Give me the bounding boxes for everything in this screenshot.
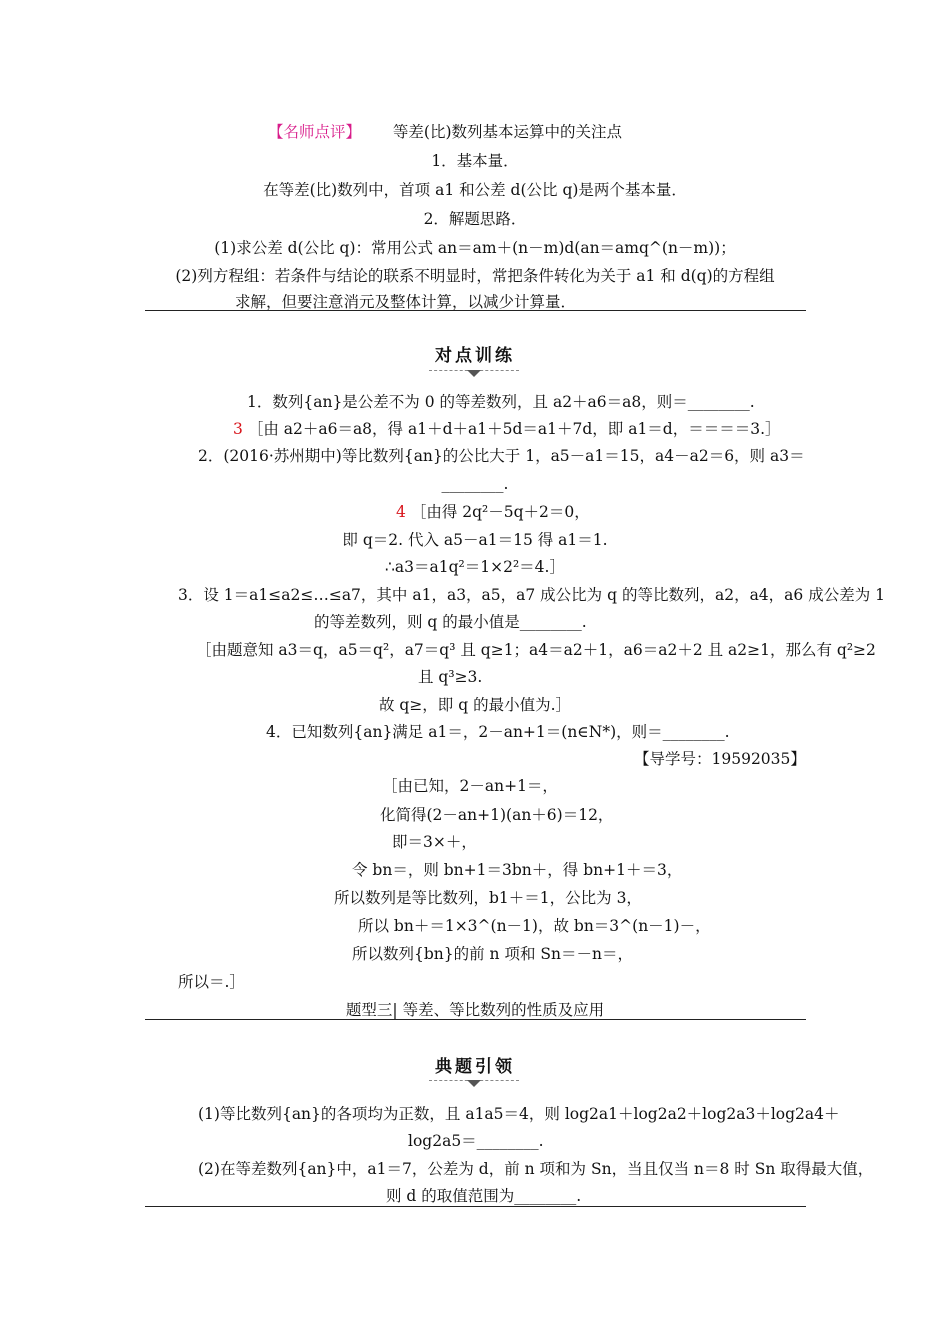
divider [145, 1206, 806, 1207]
answer-4-line-5: 所以数列是等比数列，b1＋＝1，公比为 3， [334, 889, 642, 907]
exercise-3: 3．设 1＝a1≤a2≤…≤a7，其中 a1，a3，a5，a7 成公比为 q 的等比数列，a2，a4，a6 成公差为 1 [178, 586, 885, 604]
example-problem-2-cont: 则 d 的取值范围为________. [386, 1187, 582, 1205]
triangle-down-icon [467, 1080, 481, 1087]
answer-3-line-3: 故 q≥，即 q 的最小值为.］ [378, 696, 572, 714]
answer-4-line-1: ［由已知，2－an+1＝， [382, 777, 558, 795]
exercise-1: 1．数列{an}是公差不为 0 的等差数列，且 a2＋a6＝a8，则＝________. [247, 393, 755, 411]
training-heading: 对点训练 [435, 346, 515, 366]
method-heading: 2．解题思路． [423, 210, 527, 228]
exercise-4: 4．已知数列{an}满足 a1＝，2－an+1＝(n∈N*)，则＝________. [266, 723, 730, 741]
basic-quantity-text: 在等差(比)数列中，首项 a1 和公差 d(公比 q)是两个基本量． [263, 181, 687, 199]
answer-4-line-7: 所以数列{bn}的前 n 项和 Sn＝－n＝， [352, 945, 633, 963]
exercise-2-blank: ________. [441, 475, 509, 493]
method-step-2-cont: 求解，但要注意消元及整体计算，以减少计算量． [235, 293, 577, 311]
comment-header [268, 122, 622, 142]
method-step-1: (1)求公差 d(公比 q)：常用公式 an＝am＋(n－m)d(an＝amq^(n－m))； [214, 239, 736, 257]
example-heading: 典题引领 [435, 1057, 515, 1077]
answer-4-line-4: 令 bn＝，则 bn+1＝3bn＋，得 bn+1＋＝3， [352, 861, 683, 879]
divider [145, 310, 806, 311]
answer-2-line-2: 即 q＝2. 代入 a5－a1＝15 得 a1＝1. [342, 531, 608, 549]
comment-tag: 【名师点评】 [268, 123, 362, 141]
example-problem-1: (1)等比数列{an}的各项均为正数，且 a1a5＝4，则 log2a1＋log2a2＋log2a3＋log2a4＋ [198, 1105, 840, 1123]
answer-2-line-1: ［由得 2q²－5q＋2＝0， [410, 503, 590, 521]
divider [145, 1019, 806, 1020]
answer-3-line-2: 且 q³≥3. [418, 668, 483, 686]
comment-title: 等差(比)数列基本运算中的关注点 [392, 123, 622, 141]
answer-2 [396, 502, 590, 522]
exercise-3-cont: 的等差数列，则 q 的最小值是________. [314, 613, 587, 631]
example-problem-1-cont: log2a5＝________. [408, 1132, 544, 1150]
answer-1-explanation: ［由 a2＋a6＝a8，得 a1＋d＋a1＋5d＝a1＋7d，即 a1＝d，＝＝＝＝3.］ [247, 420, 781, 438]
answer-3-line-1: ［由题意知 a3＝q，a5＝q²，a7＝q³ 且 q≥1；a4＝a2＋1，a6＝a2＋2 且 a2≥1，那么有 q²≥2 [196, 641, 876, 659]
exercise-2: 2．(2016·苏州期中)等比数列{an}的公比大于 1，a5－a1＝15，a4－a2＝6，则 a3＝ [198, 447, 805, 465]
answer-2-value: 4 [396, 503, 406, 521]
answer-1 [233, 419, 781, 439]
section-title: 题型三| 等差、等比数列的性质及应用 [345, 1001, 605, 1019]
basic-quantity-heading: 1．基本量． [431, 152, 519, 170]
answer-1-value: 3 [233, 420, 243, 438]
answer-4-line-3: 即＝3×＋， [392, 833, 477, 851]
answer-2-line-3: ∴a3＝a1q²＝1×2²＝4.］ [385, 558, 565, 576]
method-step-2: (2)列方程组：若条件与结论的联系不明显时，常把条件转化为关于 a1 和 d(q)的方程组 [175, 267, 775, 285]
answer-4-line-8: 所以＝.］ [178, 973, 245, 991]
answer-4-line-2: 化简得(2－an+1)(an＋6)＝12， [380, 806, 614, 824]
triangle-down-icon [467, 370, 481, 377]
example-problem-2: (2)在等差数列{an}中，a1＝7，公差为 d，前 n 项和为 Sn，当且仅当 n＝8 时 Sn 取得最大值， [198, 1160, 874, 1178]
guide-code: 【导学号：19592035】 [634, 750, 806, 768]
answer-4-line-6: 所以 bn＋＝1×3^(n－1)，故 bn＝3^(n－1)－， [358, 917, 711, 935]
